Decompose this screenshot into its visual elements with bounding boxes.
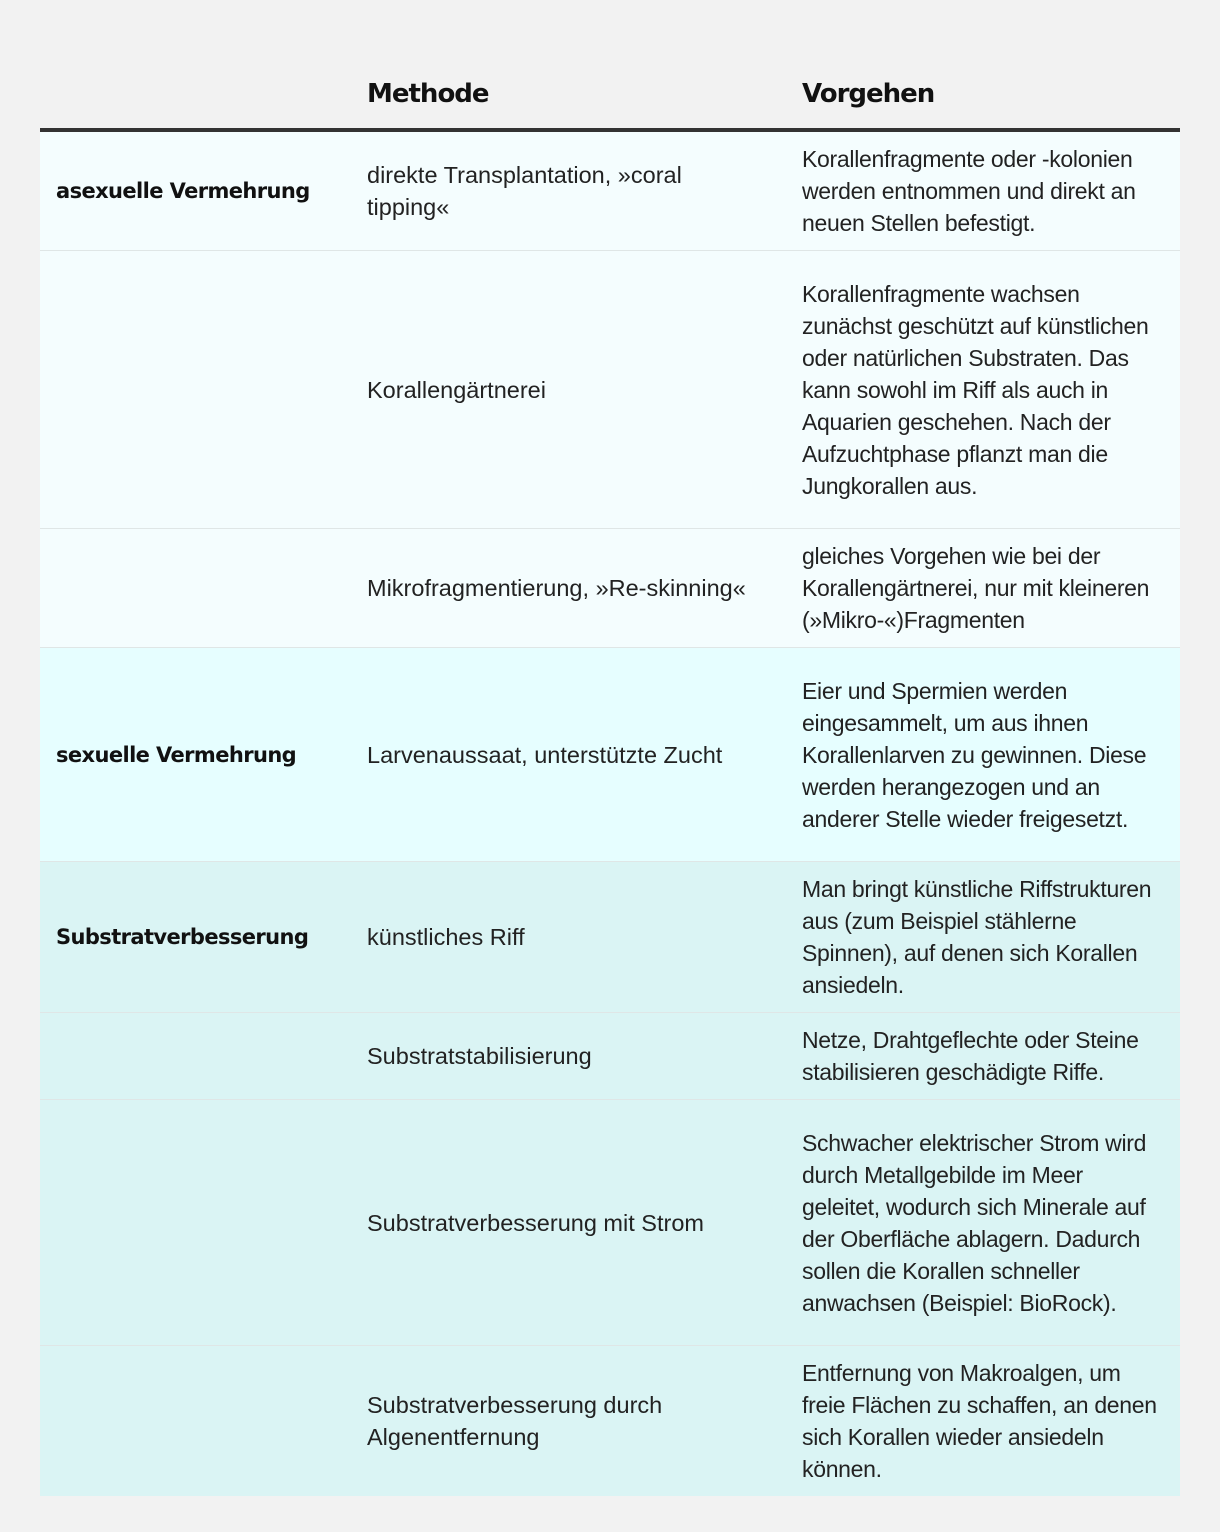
category-cell: Substratverbesserung (40, 862, 351, 1013)
category-cell (40, 1346, 351, 1497)
method-cell: Korallengärtnerei (351, 251, 786, 529)
procedure-cell: Eier und Spermien werden eingesammelt, um aus ihnen Korallenlarven zu gewinnen. Diese werden herangezogen und an anderer Stelle wieder freigesetzt. (786, 648, 1180, 862)
category-cell (40, 251, 351, 529)
header-category (40, 0, 351, 130)
procedure-cell: Netze, Drahtgeflechte oder Steine stabilisieren geschädigte Riffe. (786, 1013, 1180, 1100)
methods-table-container (40, 0, 1180, 1496)
category-cell: sexuelle Vermehrung (40, 648, 351, 862)
method-cell: Substratverbesserung mit Strom (351, 1100, 786, 1346)
category-cell (40, 529, 351, 648)
procedure-cell: gleiches Vorgehen wie bei der Korallengärtnerei, nur mit kleineren (»Mikro-«)Fragmenten (786, 529, 1180, 648)
table-row (40, 1346, 1180, 1497)
header-procedure: Vorgehen (786, 0, 1180, 130)
method-cell: künstliches Riff (351, 862, 786, 1013)
procedure-cell: Korallenfragmente wachsen zunächst geschützt auf künstlichen oder natürlichen Substraten. Das kann sowohl im Riff als auch in Aquarien geschehen. Nach der Aufzuchtphase pflanzt man die Jungkorallen aus. (786, 251, 1180, 529)
table-row (40, 130, 1180, 251)
method-cell: Mikrofragmentierung, »Re-skinning« (351, 529, 786, 648)
header-method: Methode (351, 0, 786, 130)
method-cell: Substratstabilisierung (351, 1013, 786, 1100)
table-row (40, 529, 1180, 648)
table-header (40, 0, 1180, 130)
table-row (40, 251, 1180, 529)
category-cell (40, 1013, 351, 1100)
category-cell: asexuelle Vermehrung (40, 130, 351, 251)
method-cell: Substratverbesserung durch Algenentfernung (351, 1346, 786, 1497)
procedure-cell: Korallenfragmente oder -kolonien werden entnommen und direkt an neuen Stellen befestigt. (786, 130, 1180, 251)
table-row (40, 1100, 1180, 1346)
procedure-cell: Entfernung von Makroalgen, um freie Flächen zu schaffen, an denen sich Korallen wieder ansiedeln können. (786, 1346, 1180, 1497)
table-row (40, 862, 1180, 1013)
method-cell: direkte Transplantation, »coral tipping« (351, 130, 786, 251)
procedure-cell: Schwacher elektrischer Strom wird durch Metallgebilde im Meer geleitet, wodurch sich Minerale auf der Oberfläche ablagern. Dadurch sollen die Korallen schneller anwachsen (Beispiel: BioRock). (786, 1100, 1180, 1346)
procedure-cell: Man bringt künstliche Riffstrukturen aus (zum Beispiel stählerne Spinnen), auf denen sich Korallen ansiedeln. (786, 862, 1180, 1013)
table-row (40, 1013, 1180, 1100)
coral-restoration-methods-table (40, 0, 1180, 1496)
table-row (40, 648, 1180, 862)
table-body (40, 130, 1180, 1496)
header-row (40, 0, 1180, 130)
category-cell (40, 1100, 351, 1346)
method-cell: Larvenaussaat, unterstützte Zucht (351, 648, 786, 862)
